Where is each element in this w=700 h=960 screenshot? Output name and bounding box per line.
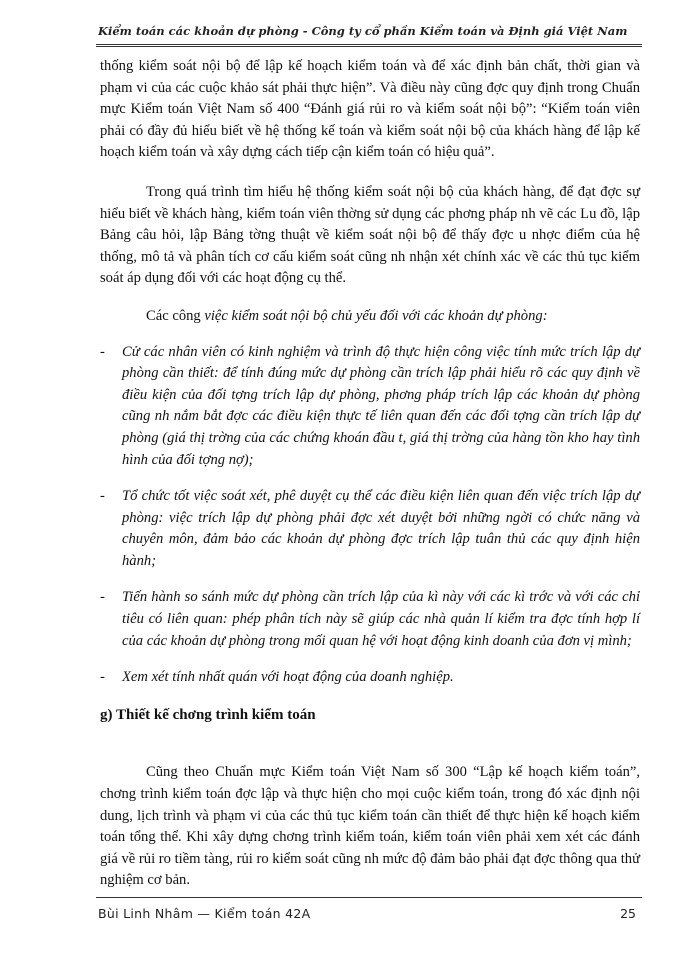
header-divider (96, 44, 642, 47)
body-paragraph-1: thống kiểm soát nội bộ để lập kế hoạch kiểm toán và để xác định bản chất, thời gian và phạm vi của các cuộc khảo sát phải thực hiện”. Và điều này cũng đợc quy định trong Chuẩn mực Kiểm toán Việt Nam số 400 “Đánh giá rủi ro và kiểm soát nội bộ”: “Kiểm toán viên phải có đầy đủ hiểu biết về hệ thống kế toán và kiểm soát nội bộ của khách hàng để lập kế hoạch kiểm toán và xây dựng cách tiếp cận kiểm toán có hiệu quả”. (100, 58, 640, 161)
bullet-dash: - (100, 669, 105, 686)
list-item (100, 667, 640, 689)
list-item-text: Tiến hành so sánh mức dự phòng cần trích lập của kì này với các kì trớc và với các chỉ tiêu có liên quan: phép phân tích này sẽ giúp các nhà quản lí kiểm tra đợc tính hợp lí của các khoản dự phòng trong mối quan hệ với hoạt động kinh doanh của đơn vị mình; (122, 589, 640, 649)
body-paragraph-2: Trong quá trình tìm hiểu hệ thống kiểm soát nội bộ của khách hàng, để đạt đợc sự hiểu biết về khách hàng, kiểm toán viên thờng sử dụng các phơng pháp nh vẽ các Lu đồ, lập Bảng câu hỏi, lập Bảng tờng thuật về kiểm soát nội bộ để thấy đợc u nhợc điểm của hệ thống, mô tả và phân tích cơ cấu kiểm soát cũng nh nhận xét chính xác về các thủ tục kiểm soát áp dụng đối với các hoạt động cụ thể. (100, 183, 640, 287)
list-item-text: Tổ chức tốt việc soát xét, phê duyệt cụ thể các điều kiện liên quan đến việc trích lập dự phòng: việc trích lập dự phòng phải đợc xét duyệt bởi những ngời có chức năng và chuyên môn, đảm bảo các khoản dự phòng đợc trích lập tuân thủ các quy định hiện hành; (122, 488, 640, 569)
body-paragraph-3: Cũng theo Chuẩn mực Kiểm toán Việt Nam số 300 “Lập kế hoạch kiểm toán”, chơng trình kiểm toán đợc lập và thực hiện cho mọi cuộc kiểm toán, trong đó xác định nội dung, lịch trình và phạm vi của các thủ tục kiểm toán cần thiết để thực hiện kế hoạch kiểm toán tổng thể. Khi xây dựng chơng trình kiểm toán, kiểm toán viên phải xem xét các đánh giá về rủi ro tiềm tàng, rủi ro kiểm soát cũng nh mức độ đảm bảo phải đạt đợc thông qua thử nghiệm cơ bản. (100, 764, 640, 889)
page-body (100, 56, 640, 892)
list-item-text: Xem xét tính nhất quán với hoạt động của doanh nghiệp. (122, 669, 454, 686)
page-number: 25 (620, 906, 636, 921)
control-procedures-list (100, 342, 640, 689)
running-header: Kiểm toán các khoản dự phòng - Công ty cổ phần Kiểm toán và Định giá Việt Nam (98, 24, 628, 38)
list-intro (100, 306, 640, 328)
list-intro-plain: Các công (146, 307, 205, 324)
bullet-dash: - (100, 343, 105, 360)
section-heading: g) Thiết kế chơng trình kiểm toán (100, 706, 316, 723)
bullet-dash: - (100, 488, 105, 505)
list-item (100, 587, 640, 652)
footer-divider (96, 897, 642, 898)
list-item (100, 342, 640, 472)
list-item (100, 486, 640, 572)
list-item-text: Cử các nhân viên có kinh nghiệm và trình độ thực hiện công việc tính mức trích lập dự phòng cần thiết: để tính đúng mức dự phòng cần trích lập phải hiểu rõ các quy định về điều kiện của đối tợng trích lập dự phòng, phơng pháp trích lập các khoản dự phòng cũng nh nắm bắt đợc các điều kiện thực tế liên quan đến các đối tợng cần trích lập dự phòng (giá thị trờng của các chứng khoán đầu t, giá thị trờng của hàng tồn kho hay tình hình của đối tợng nợ); (122, 343, 640, 468)
list-intro-italic: việc kiểm soát nội bộ chủ yếu đối với các khoản dự phòng: (204, 307, 548, 324)
bullet-dash: - (100, 589, 105, 606)
footer-author: Bùi Linh Nhâm — Kiểm toán 42A (98, 906, 311, 921)
